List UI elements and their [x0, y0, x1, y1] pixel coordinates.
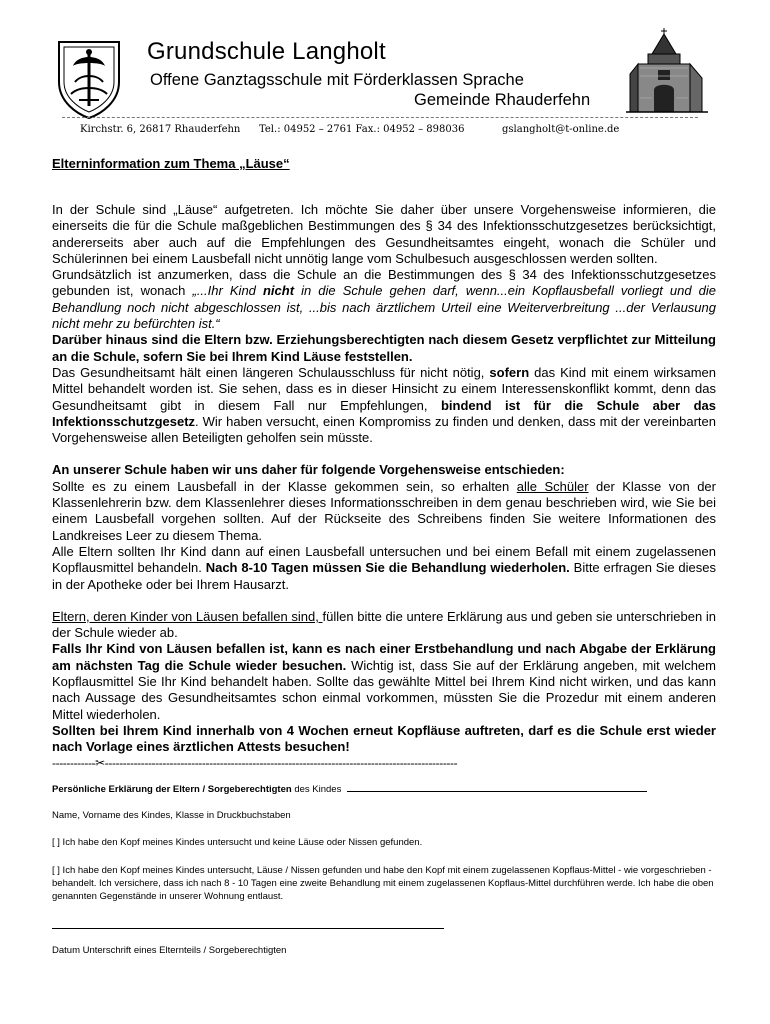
paragraph-law — [52, 267, 716, 332]
paragraph-return — [52, 641, 716, 722]
name-label: Name, Vorname des Kindes, Klasse in Druckbuchstaben — [52, 810, 291, 821]
text: füllen bitte die untere Erklärung aus und geben sie unterschrieben in der Schule wieder ab. — [52, 608, 716, 641]
bold-text: Falls Ihr Kind von Läusen befallen ist, kann es nach einer Erstbehandlung und nach Abgabe der Erklärung am nächsten Tag die Schule wieder besuchen. — [52, 641, 716, 673]
paragraph-procedure-heading — [52, 462, 716, 478]
bold-text: Persönliche Erklärung der Eltern / Sorgeberechtigten — [52, 784, 292, 795]
school-name: Grundschule Langholt — [147, 38, 386, 65]
paragraph-affected-parents — [52, 609, 716, 642]
text: Wichtig ist, dass Sie auf der Erklärung angeben, mit welchem Kopflausmittel Sie Ihr Kind behandelt haben. Sollte das gewählte Mittel bei Ihrem Kind nicht wirken, und das kann nach Aussage des Gesundheitsamtes schon einmal vorkommen, müssten Sie die Prozedur mit einem anderen Mittel wiederholen. — [52, 657, 716, 722]
paragraph-health-office — [52, 365, 716, 446]
paragraph-attest — [52, 723, 716, 756]
cut-line: ------------✂-------------------------------------------------------------------------------------------------- — [52, 756, 458, 770]
paragraph-intro: In der Schule sind „Läuse“ aufgetreten. Ich möchte Sie daher über unsere Vorgehensweise informieren, die einerseits die für die Schule maßgeblichen Bestimmungen des § 34 des Infektionsschutzgesetzes berücksichtigt, andererseits aber auch auf die Empfehlungen des Gesundheitsamtes eingeht, wonach die Schüler und Schülerinnen bei einem Lausbefall nicht unnötig lange vom Schulbesuch ausgeschlossen werden sollten. — [52, 202, 716, 266]
option-lice-treated[interactable]: [ ] Ich habe den Kopf meines Kindes untersucht, Läuse / Nissen gefunden und habe den Kopf mit einem zugelassenen Kopflaus-Mittel - wie vorgeschrieben - behandelt. Ich versichere, dass ich nach 8 - 10 Tagen eine zweite Behandlung mit einem zugelassenen Kopflaus-Mittel durchführen werde. Ich habe die oben genannten Gegenstände in unserer Wohnung entlaust. — [52, 865, 714, 902]
text: . Wir haben versucht, einen Kompromiss zu finden und denken, dass mit der vereinbarten Vorgehensweise allen Beteiligten geholfen sein müsste. — [52, 413, 716, 446]
bold-text: sofern — [489, 364, 530, 380]
bold-text: Sollten bei Ihrem Kind innerhalb von 4 Wochen erneut Kopfläuse auftreten, darf es die Schule erst wieder nach Vorlage eines ärztlichen Attests besuchen! — [52, 722, 716, 755]
signature-line[interactable] — [52, 928, 444, 929]
underlined-text: alle Schüler — [516, 478, 589, 494]
header-divider — [62, 117, 698, 118]
text: des Kindes — [291, 784, 342, 795]
text: das Kind mit einem wirksamen Mittel behandelt worden ist. Sie sehen, dass es in dieser Hinsicht zu einem Interessenskonflikt kommt, denn das Gesundheitsamt gibt in diesem Fall nur Empfehlungen, — [52, 364, 716, 413]
quote: „...Ihr Kind — [192, 283, 263, 299]
bold-text: Darüber hinaus sind die Eltern bzw. Erziehungsberechtigten nach diesem Gesetz verpflichtet zur Mitteilung an die Schule, sofern Sie bei Ihrem Kind Läuse feststellen. — [52, 332, 716, 364]
paragraph-treatment — [52, 544, 716, 593]
quote-emphasis: nicht — [262, 283, 295, 299]
bold-text: Nach 8-10 Tagen müssen Sie die Behandlung wiederholen. — [205, 560, 570, 576]
option-no-lice[interactable]: [ ] Ich habe den Kopf meines Kindes untersucht und keine Läuse oder Nissen gefunden. — [52, 837, 423, 848]
document-title: Elterninformation zum Thema „Läuse“ — [52, 156, 290, 171]
church-tower-icon — [624, 28, 710, 114]
bold-text: An unserer Schule haben wir uns daher für folgende Vorgehensweise entschieden: — [52, 462, 565, 478]
quote: in die Schule gehen darf, wenn...ein Kopflausbefall vorliegt und die Behandlung noch nicht abgeschlossen ist, ...bis nach ärztlichem Urteil eine Weiterverbreitung ...der Verlausung nicht mehr zu befürchten ist.“ — [52, 283, 717, 332]
signature-label: Datum Unterschrift eines Elternteils / Sorgeberechtigten — [52, 945, 287, 956]
paragraph-procedure — [52, 479, 716, 544]
phone-fax: Tel.: 04952 – 2761 Fax.: 04952 – 898036 — [259, 124, 465, 135]
text: Sollte es zu einem Lausbefall in der Klasse gekommen sein, so erhalten — [52, 478, 517, 494]
email: gslangholt@t-online.de — [502, 124, 620, 135]
school-subtitle: Offene Ganztagsschule mit Förderklassen Sprache — [150, 71, 524, 89]
underlined-text: Eltern, deren Kinder von Läusen befallen sind, — [52, 608, 323, 624]
text: Das Gesundheitsamt hält einen längeren Schulausschluss für nicht nötig, — [52, 364, 490, 380]
letter-body — [52, 202, 716, 756]
text: Bitte erfragen Sie dieses in der Apotheke oder bei Ihrem Hausarzt. — [52, 560, 717, 592]
paragraph-duty — [52, 332, 716, 365]
declaration-heading — [52, 782, 716, 796]
bold-text: bindend ist für die Schule aber das Infektionsschutzgesetz — [52, 397, 716, 429]
text: Grundsätzlich ist anzumerken, dass die Schule an die Bestimmungen des § 34 des Infektionsschutzgesetzes gebunden ist, wonach — [52, 267, 716, 299]
text: Alle Eltern sollten Ihr Kind dann auf einen Lausbefall untersuchen und bei einem Befall mit einem zugelassenen Kopflausmittel behandeln. — [52, 543, 716, 576]
town-crest-icon — [55, 38, 123, 120]
address: Kirchstr. 6, 26817 Rhauderfehn — [80, 124, 241, 135]
text: der Klasse von der Klassenlehrerin bzw. dem Klassenlehrer dieses Informationsschreiben in dem genau beschrieben wird, wie Sie bei einem Lausbefall vorgehen sollten. Auf der Rückseite des Schreibens finden Sie weitere Informationen des Landkreises Leer zu diesem Thema. — [52, 478, 716, 543]
municipality: Gemeinde Rhauderfehn — [414, 91, 591, 109]
child-name-blank[interactable] — [347, 782, 647, 792]
